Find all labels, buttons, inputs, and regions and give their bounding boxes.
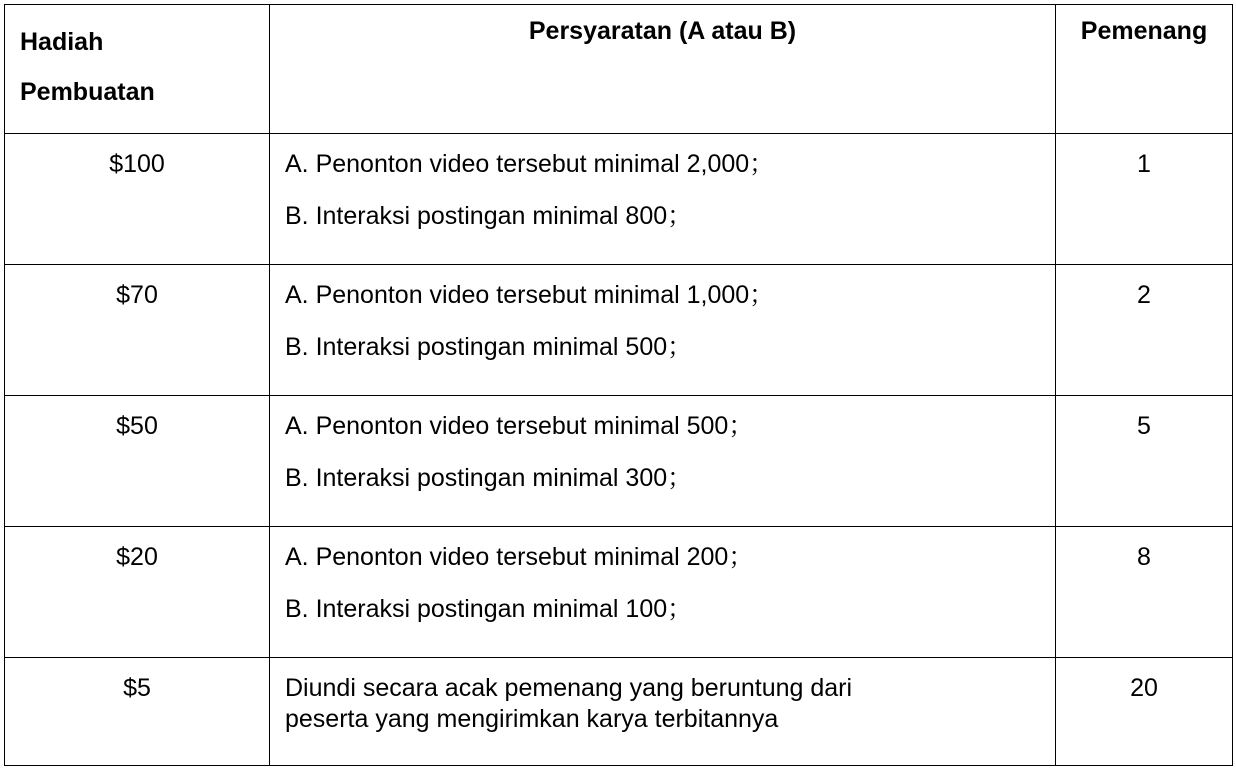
prize-cell: $50 xyxy=(5,396,270,527)
header-prize-line2: Pembuatan xyxy=(20,78,155,106)
prize-cell: $70 xyxy=(5,265,270,396)
header-winners xyxy=(1056,5,1233,134)
header-requirements xyxy=(270,5,1056,134)
requirement-b: B. Interaksi postingan minimal 500； xyxy=(285,333,693,361)
prize-cell: $5 xyxy=(5,658,270,766)
winners-cell: 1 xyxy=(1056,134,1233,265)
requirement-a: A. Penonton video tersebut minimal 500； xyxy=(285,412,754,440)
table-row xyxy=(5,134,1233,265)
winners-cell: 2 xyxy=(1056,265,1233,396)
requirements-cell xyxy=(270,396,1056,527)
requirements-cell xyxy=(270,658,1056,766)
requirement-a: A. Penonton video tersebut minimal 2,000； xyxy=(285,150,775,178)
header-row xyxy=(5,5,1233,134)
header-winners-label: Pemenang xyxy=(1080,17,1208,45)
requirement-b: B. Interaksi postingan minimal 800； xyxy=(285,202,693,230)
header-prize-line1: Hadiah xyxy=(20,28,104,56)
table-row xyxy=(5,396,1233,527)
table-row xyxy=(5,265,1233,396)
prize-table xyxy=(4,4,1233,766)
table-row xyxy=(5,527,1233,658)
requirements-cell xyxy=(270,265,1056,396)
requirement-a: A. Penonton video tersebut minimal 200； xyxy=(285,543,754,571)
requirement-a: A. Penonton video tersebut minimal 1,000； xyxy=(285,281,775,309)
requirement-b: B. Interaksi postingan minimal 300； xyxy=(285,464,693,492)
prize-cell: $20 xyxy=(5,527,270,658)
winners-cell: 8 xyxy=(1056,527,1233,658)
winners-cell: 20 xyxy=(1056,658,1233,766)
prize-cell: $100 xyxy=(5,134,270,265)
requirements-cell xyxy=(270,134,1056,265)
header-prize xyxy=(5,5,270,134)
winners-cell: 5 xyxy=(1056,396,1233,527)
table-row xyxy=(5,658,1233,766)
requirement-random-draw-line1: Diundi secara acak pemenang yang beruntung dari xyxy=(285,674,853,702)
requirement-b: B. Interaksi postingan minimal 100； xyxy=(285,595,693,623)
requirements-cell xyxy=(270,527,1056,658)
requirement-random-draw-line2: peserta yang mengirimkan karya terbitannya xyxy=(285,705,779,733)
header-requirements-label: Persyaratan (A atau B) xyxy=(528,17,797,45)
